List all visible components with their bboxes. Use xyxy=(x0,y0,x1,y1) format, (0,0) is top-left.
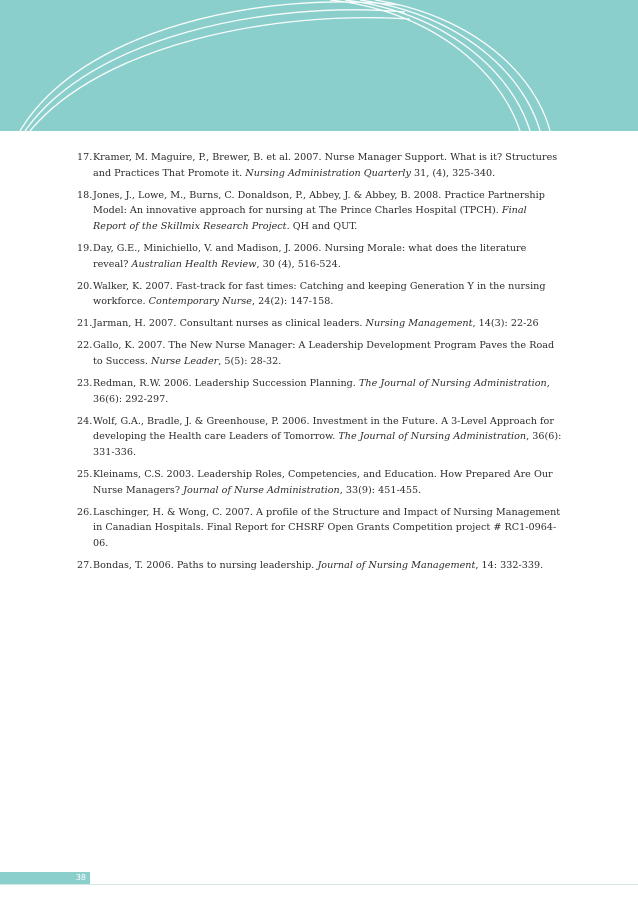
header-band xyxy=(0,0,638,131)
reference-text: , 24(2): 147-158. xyxy=(252,296,334,308)
reference-text: , 30 (4), 516-524. xyxy=(256,258,341,270)
reference-text: Walker, K. 2007. Fast-track for fast times: Catching and keeping Generation Y in the nursing workforce. xyxy=(93,280,546,308)
reference-item xyxy=(77,241,563,272)
reference-item xyxy=(77,558,563,574)
reference-item xyxy=(77,376,563,407)
reference-item xyxy=(77,338,563,369)
reference-number: 18. xyxy=(77,189,93,201)
reference-number: 26. xyxy=(77,506,93,518)
reference-text: Laschinger, H. & Wong, C. 2007. A profile of the Structure and Impact of Nursing Management in Canadian Hospitals. Final Report for CHSRF Open Grants Competition project # RC1-0964-06. xyxy=(93,506,561,549)
reference-source-title: Nurse Leader xyxy=(151,356,219,368)
decorative-arcs-graphic xyxy=(0,0,638,131)
reference-item xyxy=(77,150,563,181)
reference-text: , 14(3): 22-26 xyxy=(472,318,539,330)
page-number: 38 xyxy=(75,873,86,882)
reference-source-title: Australian Health Review xyxy=(131,258,257,270)
footer-divider xyxy=(0,884,638,885)
reference-number: 20. xyxy=(77,280,93,292)
reference-text: , 5(5): 28-32. xyxy=(218,356,282,368)
reference-text: Jones, J., Lowe, M., Burns, C. Donaldson, P., Abbey, J. & Abbey, B. 2008. Practice Partnership Model: An innovative approach for nursing at The Prince Charles Hospital (TPCH). xyxy=(93,189,545,217)
reference-text: . QH and QUT. xyxy=(286,220,358,232)
reference-source-title: Contemporary Nurse xyxy=(148,296,252,308)
reference-text: Gallo, K. 2007. The New Nurse Manager: A Leadership Development Program Paves the Road to Success. xyxy=(93,340,555,368)
reference-number: 24. xyxy=(77,415,93,427)
reference-item xyxy=(77,279,563,310)
reference-number: 22. xyxy=(77,340,93,352)
reference-source-title: Nursing Administration Quarterly xyxy=(245,167,411,179)
reference-text: Jarman, H. 2007. Consultant nurses as clinical leaders. xyxy=(93,318,366,330)
reference-item xyxy=(77,188,563,235)
reference-source-title: Journal of Nursing Management xyxy=(317,560,476,572)
reference-text: Wolf, G.A., Bradle, J. & Greenhouse, P. 2006. Investment in the Future. A 3-Level Approach for developing the Health care Leaders of Tomorrow. xyxy=(93,415,554,443)
reference-source-title: The Journal of Nursing Administration xyxy=(358,378,547,390)
reference-list xyxy=(77,150,563,580)
reference-number: 17. xyxy=(77,152,93,163)
reference-text: Day, G.E., Minichiello, V. and Madison, J. 2006. Nursing Morale: what does the literature reveal? xyxy=(93,242,527,270)
reference-text: Kleinams, C.S. 2003. Leadership Roles, Competencies, and Education. How Prepared Are Our Nurse Managers? xyxy=(93,469,553,496)
reference-number: 27. xyxy=(77,560,93,572)
page-number-tab xyxy=(0,872,90,884)
reference-text: , 36(6): 292-297. xyxy=(93,378,550,405)
reference-item xyxy=(77,414,563,461)
reference-item xyxy=(77,316,563,332)
reference-text: Redman, R.W. 2006. Leadership Succession Planning. xyxy=(93,378,359,390)
reference-text: , 14: 332-339. xyxy=(475,560,544,572)
reference-source-title: Final Report of the Skillmix Research Project xyxy=(93,205,527,232)
reference-item xyxy=(77,467,563,498)
reference-number: 23. xyxy=(77,378,93,390)
reference-source-title: Nursing Management xyxy=(365,318,473,330)
reference-number: 21. xyxy=(77,318,93,330)
reference-text: Bondas, T. 2006. Paths to nursing leadership. xyxy=(93,560,318,572)
reference-item xyxy=(77,505,563,552)
reference-source-title: The Journal of Nursing Administration xyxy=(338,431,527,443)
reference-text: , 36(6): 331-336. xyxy=(93,431,562,458)
reference-text: 31, (4), 325-340. xyxy=(410,167,496,179)
reference-number: 19. xyxy=(77,242,93,254)
reference-text: Kramer, M. Maguire, P., Brewer, B. et al. 2007. Nurse Manager Support. What is it? Structures and Practices That Promote it. xyxy=(93,152,558,179)
reference-text: , 33(9): 451-455. xyxy=(339,484,422,496)
reference-source-title: Journal of Nurse Administration xyxy=(183,484,340,496)
reference-number: 25. xyxy=(77,469,93,481)
